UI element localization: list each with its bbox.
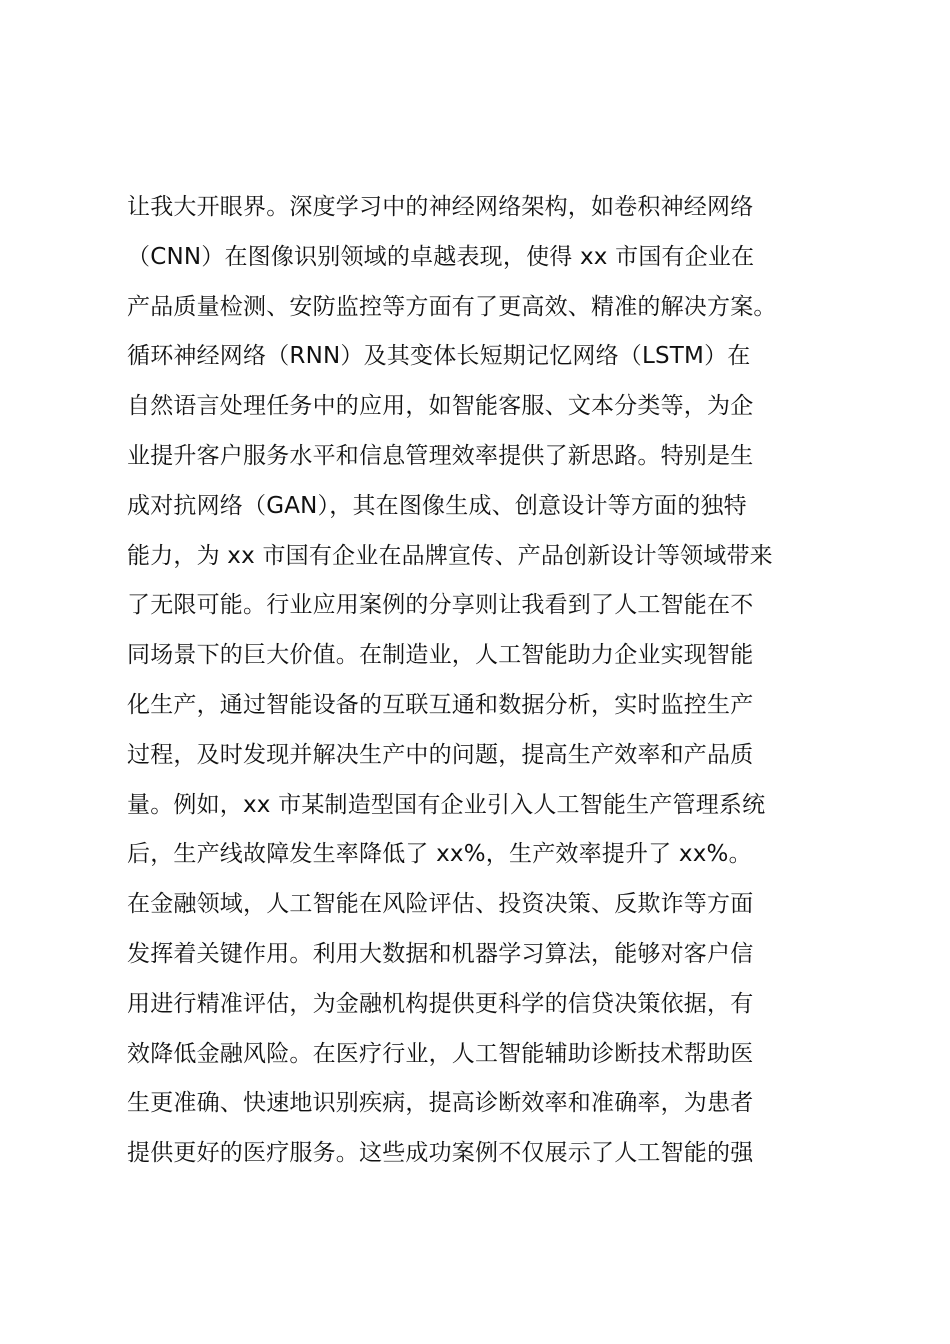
text-line: 让我大开眼界。深度学习中的神经网络架构，如卷积神经网络 bbox=[127, 194, 754, 220]
text-line: 成对抗网络（GAN），其在图像生成、创意设计等方面的独特 bbox=[127, 492, 747, 519]
text-line: 用进行精准评估，为金融机构提供更科学的信贷决策依据，有 bbox=[127, 990, 754, 1017]
text-line: 生更准确、快速地识别疾病，提高诊断效率和准确率，为患者 bbox=[127, 1090, 754, 1117]
text-line: 化生产，通过智能设备的互联互通和数据分析，实时监控生产 bbox=[127, 691, 754, 718]
body-text bbox=[127, 183, 837, 1179]
text-line: 产品质量检测、安防监控等方面有了更高效、精准的解决方案。 bbox=[127, 293, 777, 320]
text-line: 循环神经网络（RNN）及其变体长短期记忆网络（LSTM）在 bbox=[127, 343, 751, 370]
text-line: 量。例如，xx 市某制造型国有企业引入人工智能生产管理系统 bbox=[127, 791, 766, 818]
text-line: 同场景下的巨大价值。在制造业，人工智能助力企业实现智能 bbox=[127, 642, 754, 669]
text-line: 了无限可能。行业应用案例的分享则让我看到了人工智能在不 bbox=[127, 592, 754, 619]
text-line: 自然语言处理任务中的应用，如智能客服、文本分类等，为企 bbox=[127, 393, 754, 420]
text-line: （CNN）在图像识别领域的卓越表现，使得 xx 市国有企业在 bbox=[127, 243, 755, 270]
text-line: 效降低金融风险。在医疗行业，人工智能辅助诊断技术帮助医 bbox=[127, 1040, 754, 1067]
text-line: 业提升客户服务水平和信息管理效率提供了新思路。特别是生 bbox=[127, 442, 754, 469]
text-line: 后，生产线故障发生率降低了 xx%，生产效率提升了 xx%。 bbox=[127, 841, 752, 868]
text-line: 能力，为 xx 市国有企业在品牌宣传、产品创新设计等领域带来 bbox=[127, 542, 773, 569]
text-line: 过程，及时发现并解决生产中的问题，提高生产效率和产品质 bbox=[127, 741, 754, 768]
text-line: 提供更好的医疗服务。这些成功案例不仅展示了人工智能的强 bbox=[127, 1140, 754, 1167]
text-line: 在金融领域，人工智能在风险评估、投资决策、反欺诈等方面 bbox=[127, 891, 754, 918]
text-line: 发挥着关键作用。利用大数据和机器学习算法，能够对客户信 bbox=[127, 940, 754, 967]
